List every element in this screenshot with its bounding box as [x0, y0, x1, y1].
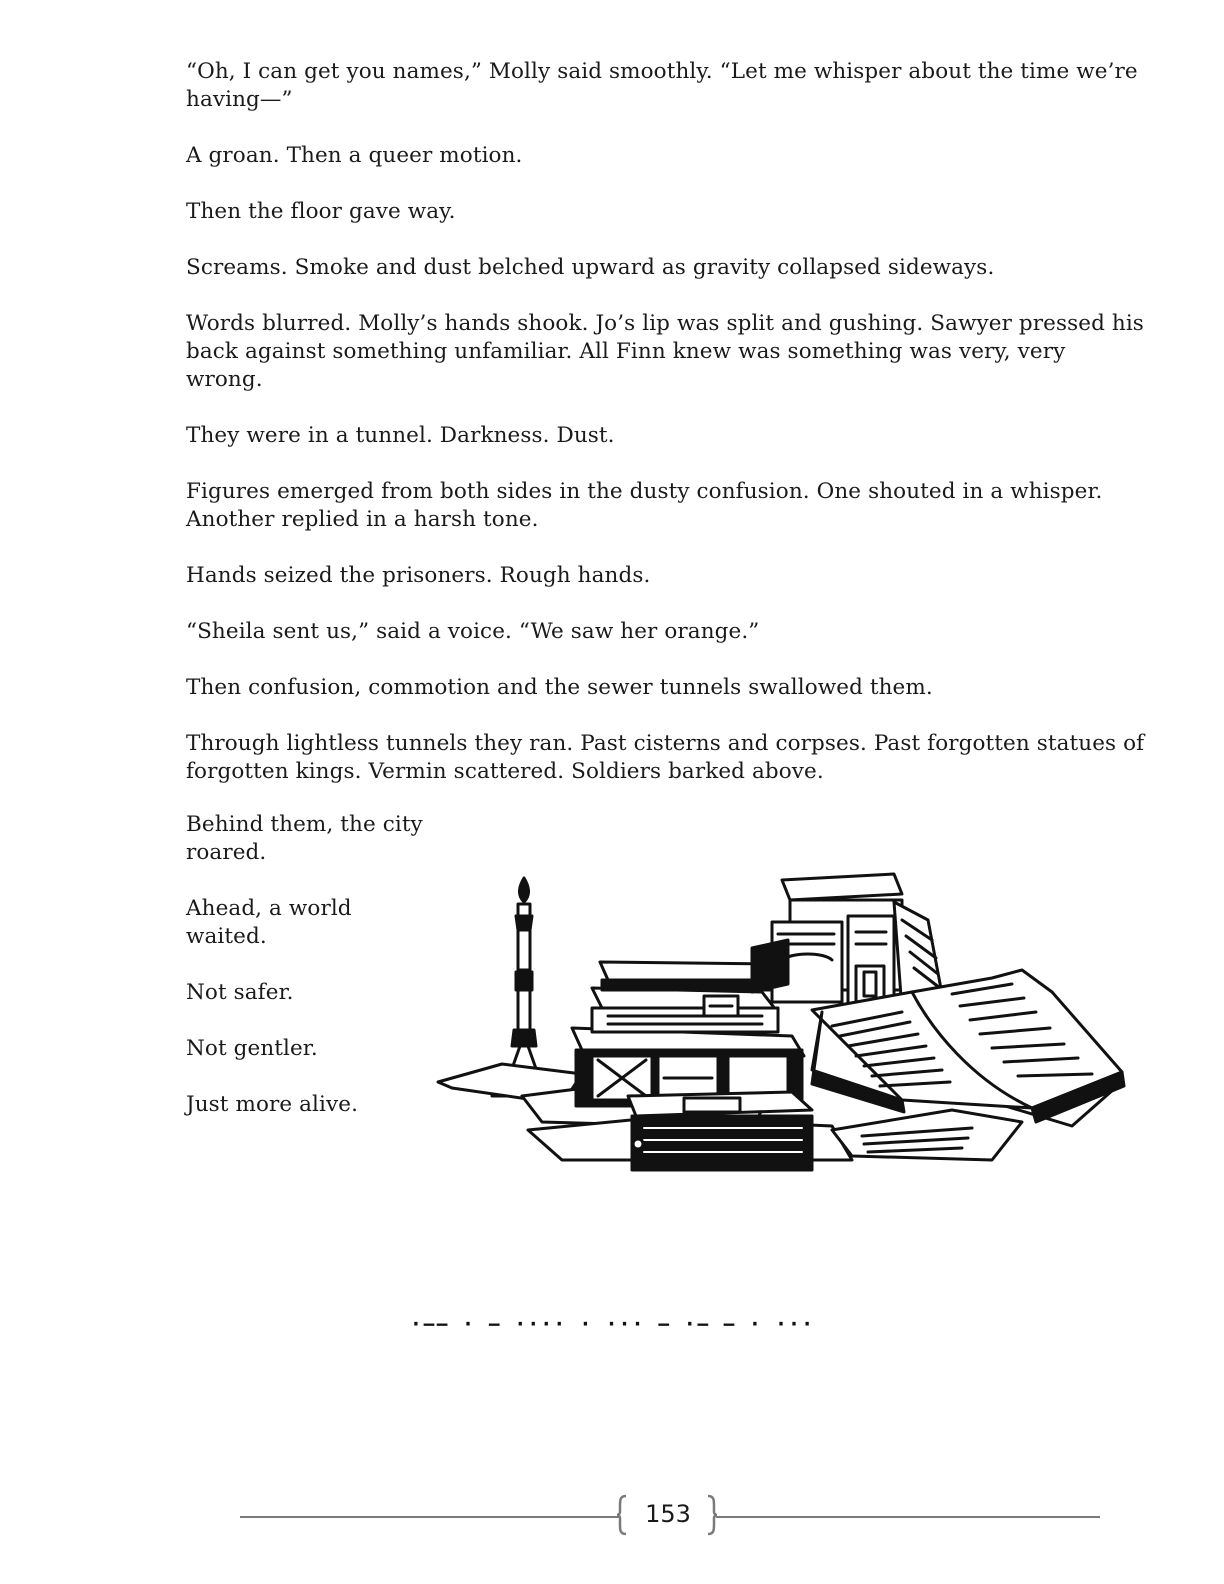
front-book-icon	[628, 1092, 812, 1170]
paragraph: Figures emerged from both sides in the dusty confusion. One shouted in a whisper. Another replied in a harsh tone.	[186, 479, 1103, 532]
paragraph: Then the floor gave way.	[186, 199, 456, 224]
short-paragraph: Ahead, a world waited.	[186, 896, 352, 949]
page-number: 153	[645, 1500, 691, 1528]
paragraph: “Sheila sent us,” said a voice. “We saw her orange.”	[186, 619, 760, 644]
paragraph: Hands seized the prisoners. Rough hands.	[186, 563, 651, 588]
short-paragraph: Not safer.	[186, 980, 294, 1005]
short-paragraph: Just more alive.	[186, 1092, 359, 1117]
morse-code-line: ·−− · − ···· · ··· − ·− − · ···	[409, 1312, 815, 1336]
books-and-candlestick-illustration	[432, 860, 1132, 1190]
short-paragraph: Behind them, the city roared.	[186, 812, 423, 865]
paragraph: Through lightless tunnels they ran. Past cisterns and corpses. Past forgotten statues of forgotten kings. Vermin scattered. Soldiers barked above.	[186, 731, 1145, 784]
paragraph: They were in a tunnel. Darkness. Dust.	[186, 423, 615, 448]
short-paragraph: Not gentler.	[186, 1036, 318, 1061]
paragraph: Screams. Smoke and dust belched upward as gravity collapsed sideways.	[186, 255, 995, 280]
footer-rule-right	[716, 1516, 1100, 1518]
paragraph: A groan. Then a queer motion.	[186, 143, 523, 168]
paragraph: Words blurred. Molly’s hands shook. Jo’s lip was split and gushing. Sawyer pressed his back against something unfamiliar. All Finn knew was something was very, very wrong.	[186, 311, 1144, 392]
right-brace-icon	[706, 1494, 718, 1536]
footer-rule-left	[240, 1516, 620, 1518]
left-brace-icon	[616, 1494, 628, 1536]
paragraph: “Oh, I can get you names,” Molly said smoothly. “Let me whisper about the time we’re having—”	[186, 59, 1138, 112]
paragraph: Then confusion, commotion and the sewer tunnels swallowed them.	[186, 675, 933, 700]
main-text-block	[186, 58, 1146, 814]
short-text-column	[186, 811, 426, 1147]
